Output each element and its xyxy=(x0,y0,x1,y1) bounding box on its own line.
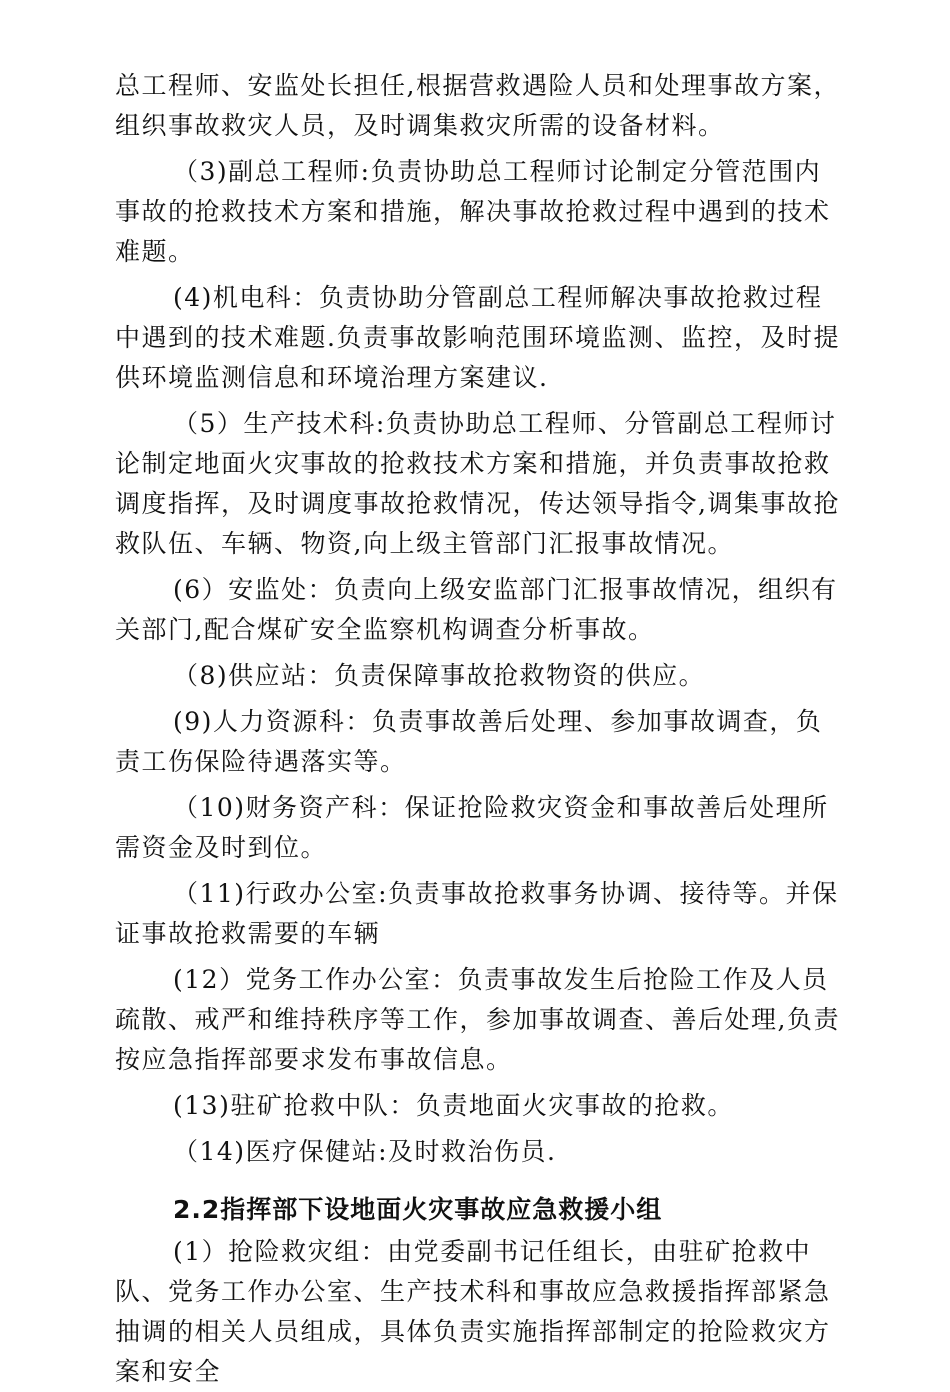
paragraph-human-resources: (9)人力资源科：负责事故善后处理、参加事故调查，负责工伤保险待遇落实等。 xyxy=(115,707,823,776)
paragraph-production-technology-dept: （5）生产技术科:负责协助总工程师、分管副总工程师讨论制定地面火灾事故的抢救技术方案和措施，并负责事故抢救调度指挥，及时调度事故抢救情况，传达领导指令,调集事故抢救队伍、车辆、物资,向上级主管部门汇报事故情况。 xyxy=(115,409,840,558)
paragraph-continuation: 总工程师、安监处长担任,根据营救遇险人员和处理事故方案，组织事故救灾人员，及时调集救灾所需的设备材料。 xyxy=(115,71,840,140)
paragraph-party-affairs-office: (12）党务工作办公室：负责事故发生后抢险工作及人员疏散、戒严和维持秩序等工作，参加事故调查、善后处理,负责按应急指挥部要求发布事故信息。 xyxy=(115,965,840,1074)
paragraph-finance-assets: （10)财务资产科：保证抢险救灾资金和事故善后处理所需资金及时到位。 xyxy=(115,793,829,862)
paragraph-supply-station: （8)供应站：负责保障事故抢救物资的供应。 xyxy=(173,661,706,690)
paragraph-deputy-chief-engineer: （3)副总工程师:负责协助总工程师讨论制定分管范围内事故的抢救技术方案和措施，解决事故抢救过程中遇到的技术难题。 xyxy=(115,157,831,266)
section-heading: 2.2指挥部下设地面火灾事故应急救援小组 xyxy=(173,1195,663,1224)
paragraph-rescue-group: (1）抢险救灾组：由党委副书记任组长，由驻矿抢救中队、党务工作办公室、生产技术科和事故应急救援指挥部紧急抽调的相关人员组成，具体负责实施指挥部制定的抢险救灾方案和安全 xyxy=(115,1237,831,1386)
document-body xyxy=(115,66,840,1392)
paragraph-mechanical-electrical-dept: (4)机电科：负责协助分管副总工程师解决事故抢救过程中遇到的技术难题.负责事故影响范围环境监测、监控，及时提供环境监测信息和环境治理方案建议. xyxy=(115,283,840,392)
paragraph-medical-station: （14)医疗保健站:及时救治伤员. xyxy=(173,1137,557,1166)
paragraph-rescue-squad: (13)驻矿抢救中队：负责地面火灾事故的抢救。 xyxy=(173,1091,734,1120)
paragraph-administrative-office: （11)行政办公室:负责事故抢救事务协调、接待等。并保证事故抢救需要的车辆 xyxy=(115,879,839,948)
paragraph-safety-supervision: (6）安监处：负责向上级安监部门汇报事故情况，组织有关部门,配合煤矿安全监察机构调查分析事故。 xyxy=(115,575,838,644)
